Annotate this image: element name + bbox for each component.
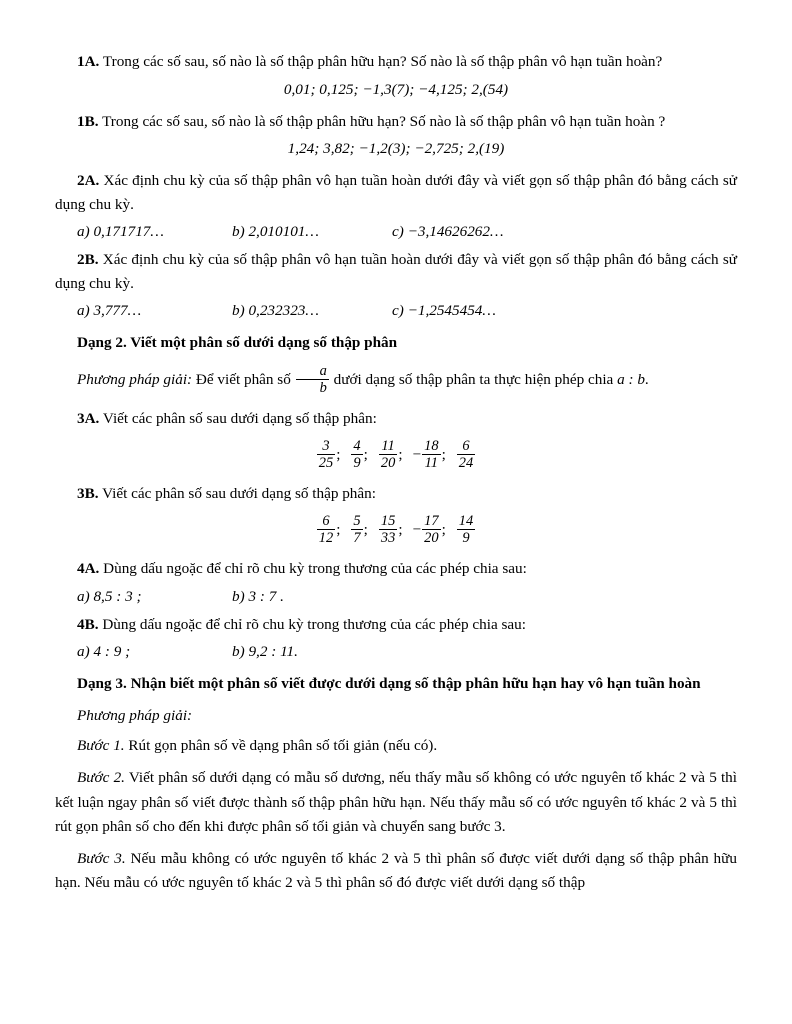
- fraction-item: [351, 438, 362, 471]
- exercise-4B: [55, 613, 737, 637]
- exercise-2B: [55, 248, 737, 295]
- exercise-label-3A: 3A.: [77, 410, 100, 428]
- section-heading-dang2: Dạng 2. Viết một phân số dưới dạng số thập phân: [77, 334, 398, 352]
- exercise-2A-item-b: b) 2,010101…: [232, 223, 319, 241]
- fraction-numerator: 6: [457, 438, 475, 455]
- fraction-numerator: 3: [317, 438, 335, 455]
- exercise-3B-fractions: [55, 513, 737, 546]
- exercise-4B-item-a: a) 4 : 9 ;: [77, 643, 131, 661]
- exercise-2A-item-a: a) 0,171717…: [77, 223, 164, 241]
- exercise-text-1A: Trong các số sau, số nào là số thập phân hữu hạn? Số nào là số thập phân vô hạn tuần hoàn?: [102, 53, 663, 70]
- exercise-label-1B: 1B.: [77, 112, 99, 130]
- fraction-separator: ;: [398, 446, 403, 464]
- exercise-text-3B: Viết các phân số sau dưới dạng số thập phân:: [102, 485, 376, 503]
- exercise-3B: [55, 482, 737, 506]
- exercise-text-3A: Viết các phân số sau dưới dạng số thập phân:: [102, 410, 377, 428]
- fraction-separator: ;: [441, 520, 446, 538]
- section-heading-dang3: Dạng 3. Nhận biết một phân số viết được dưới dạng số thập phân hữu hạn hay vô hạn tuần hoàn: [77, 675, 701, 693]
- fraction-denominator: 33: [380, 529, 396, 546]
- exercise-label-4B: 4B.: [77, 615, 99, 633]
- fraction-denominator: 24: [458, 454, 474, 471]
- fraction-numerator: 14: [458, 512, 474, 529]
- exercise-text-2A: Xác định chu kỳ của số thập phân vô hạn tuần hoàn dưới đây và viết gọn số thập phân đó bằng cách sử dụng chu kỳ.: [55, 172, 738, 213]
- exercise-text-2B: Xác định chu kỳ của số thập phân vô hạn tuần hoàn dưới đây và viết gọn số thập phân đó bằng cách sử dụng chu kỳ.: [55, 251, 738, 292]
- fraction-separator: ;: [398, 520, 403, 538]
- fraction-separator: ;: [336, 520, 341, 538]
- fraction-denominator: 20: [380, 454, 396, 471]
- exercise-3A: [55, 407, 737, 431]
- fraction-numerator: a: [296, 363, 329, 380]
- exercise-2A: [55, 169, 737, 216]
- fraction-separator: ;: [363, 520, 368, 538]
- fraction-numerator: 17: [424, 512, 439, 529]
- step-1-text: Rút gọn phân số về dạng phân số tối giản (nếu có).: [128, 737, 438, 755]
- fraction-numerator: 6: [317, 513, 335, 530]
- fraction-item: [422, 513, 440, 546]
- fraction-item: [457, 513, 475, 546]
- step-2: [55, 766, 737, 840]
- fraction-numerator: 4: [353, 437, 361, 454]
- exercise-text-1B: Trong các số sau, số nào là số thập phân hữu hạn? Số nào là số thập phân vô hạn tuần hoàn ?: [102, 112, 666, 130]
- minus-sign: −: [412, 446, 422, 464]
- exercise-4A-item-b: b) 3 : 7 .: [232, 587, 284, 605]
- exercise-4A: [55, 557, 737, 581]
- fraction-separator: ;: [336, 446, 341, 464]
- exercise-text-4A: Dùng dấu ngoặc để chỉ rõ chu kỳ trong thương của các phép chia sau:: [103, 560, 527, 577]
- method-division-expression: a : b: [617, 371, 645, 389]
- fraction-item: [379, 438, 397, 471]
- fraction-denominator: 25: [318, 454, 334, 471]
- fraction-separator: ;: [441, 446, 446, 464]
- fraction-item: [379, 513, 397, 546]
- exercise-label-1A: 1A.: [77, 53, 100, 70]
- method-text-2: dưới dạng số thập phân ta thực hiện phép chia: [333, 371, 614, 389]
- fraction-item: [457, 438, 475, 471]
- step-2-label: Bước 2.: [77, 768, 125, 786]
- method-label-dang2: Phương pháp giải:: [77, 371, 193, 389]
- fraction-item: [422, 438, 440, 471]
- exercise-1A: [55, 50, 737, 74]
- exercise-1B-expression: 1,24; 3,82; −1,2(3); −2,725; 2,(19): [287, 140, 505, 158]
- step-2-text: Viết phân số dưới dạng có mẫu số dương, nếu thấy mẫu số không có ước nguyên tố khác 2 và 5 thì kết luận ngay phân số viết được thành số thập phân hữu hạn. Nếu thấy mẫu số có ước nguyên tố khác 2 và 5 thì rút gọn phân số cho đến khi được phân số tối giản và chuyển sang bước 3.: [55, 768, 737, 836]
- fraction-denominator: 9: [353, 454, 361, 471]
- fraction-a-b: [296, 363, 329, 396]
- exercise-2B-item-b: b) 0,232323…: [232, 302, 319, 320]
- fraction-denominator: 7: [353, 529, 361, 546]
- method-dang2: [55, 363, 737, 396]
- fraction-numerator: 18: [424, 437, 439, 454]
- exercise-2B-item-c: c) −1,2545454…: [392, 302, 496, 320]
- method-label-dang3: Phương pháp giải:: [77, 706, 193, 724]
- fraction-denominator: 20: [424, 529, 439, 546]
- fraction-separator: ;: [363, 446, 368, 464]
- step-3-label: Bước 3.: [77, 849, 126, 867]
- step-3-text: Nếu mẫu không có ước nguyên tố khác 2 và 5 thì phân số được viết dưới dạng số thập phân hữu hạn. Nếu mẫu có ước nguyên tố khác 2 và 5 thì phân số đó được viết dưới dạng số thập: [55, 849, 737, 892]
- step-1-label: Bước 1.: [77, 737, 125, 755]
- method-end-period: .: [644, 371, 649, 389]
- step-1: [55, 734, 737, 759]
- step-3: [55, 847, 737, 896]
- fraction-numerator: 11: [379, 438, 397, 455]
- exercise-label-2A: 2A.: [77, 172, 100, 190]
- fraction-numerator: 15: [380, 512, 396, 529]
- method-text-1: Để viết phân số: [195, 371, 291, 389]
- fraction-denominator: 11: [424, 454, 439, 471]
- exercise-4B-items: [55, 643, 737, 661]
- exercise-text-4B: Dùng dấu ngoặc để chỉ rõ chu kỳ trong thương của các phép chia sau:: [102, 615, 526, 633]
- exercise-label-2B: 2B.: [77, 251, 99, 269]
- fraction-denominator: b: [319, 380, 327, 397]
- exercise-4B-item-b: b) 9,2 : 11.: [232, 643, 298, 661]
- fraction-item: [317, 513, 335, 546]
- exercise-2B-item-a: a) 3,777…: [77, 302, 142, 320]
- exercise-4A-item-a: a) 8,5 : 3 ;: [77, 587, 142, 605]
- fraction-denominator: 9: [462, 529, 470, 546]
- exercise-2A-item-c: c) −3,14626262…: [392, 223, 504, 241]
- exercise-label-4A: 4A.: [77, 560, 100, 577]
- minus-sign: −: [412, 520, 422, 538]
- fraction-item: [317, 438, 335, 471]
- fraction-item: [351, 513, 362, 546]
- exercise-1A-expression: 0,01; 0,125; −1,3(7); −4,125; 2,(54): [283, 80, 509, 98]
- exercise-2B-items: [55, 302, 737, 320]
- exercise-4A-items: [55, 588, 737, 606]
- exercise-3A-fractions: [55, 438, 737, 471]
- exercise-label-3B: 3B.: [77, 485, 99, 503]
- fraction-denominator: 12: [318, 529, 334, 546]
- exercise-1B: [55, 110, 737, 134]
- exercise-2A-items: [55, 223, 737, 241]
- fraction-numerator: 5: [353, 512, 361, 529]
